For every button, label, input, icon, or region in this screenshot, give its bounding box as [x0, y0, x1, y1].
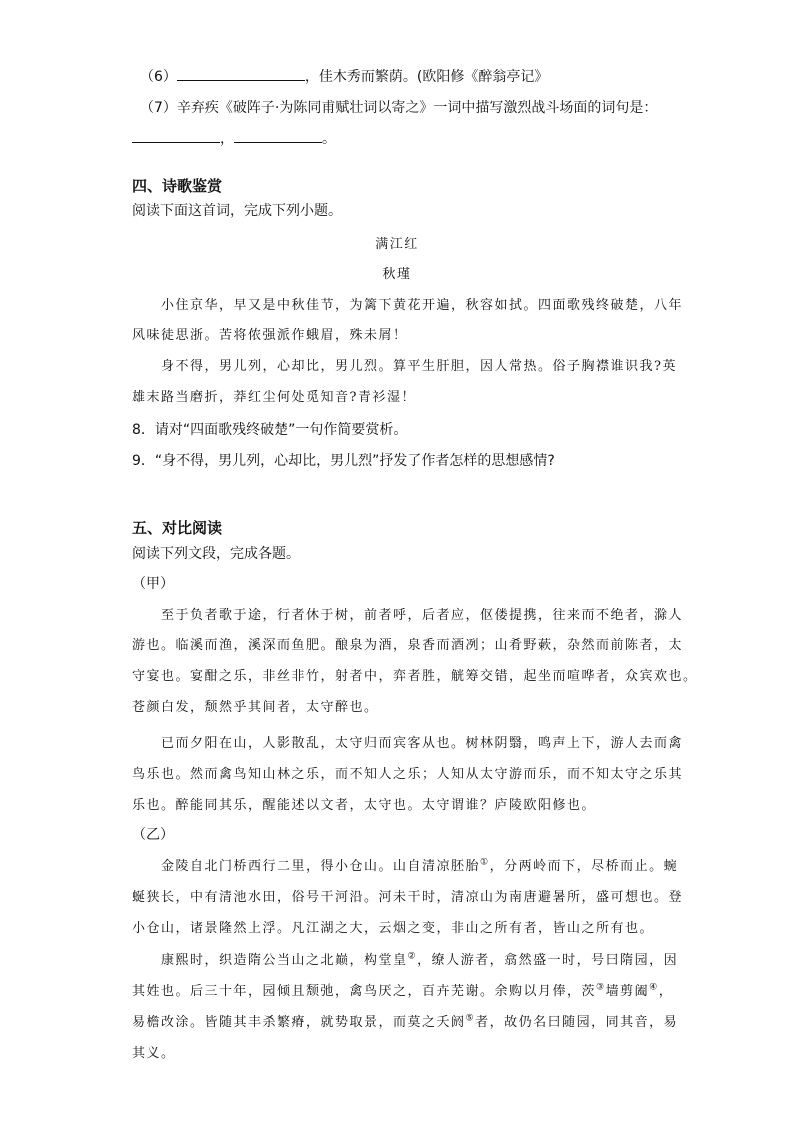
passage-jia-line: 乐也。醉能同其乐，醒能述以文者，太守也。太守谓谁？庐陵欧阳修也。	[132, 798, 597, 813]
footnote-mark: ①	[480, 857, 490, 868]
footnote-mark: ④	[649, 982, 659, 993]
passage-yi-text: 金陵自北门桥西行二里，得小仓山。山自清凉胚胎	[161, 859, 481, 874]
section-5-title: 五、对比阅读	[132, 519, 223, 537]
question-8: 8．请对“四面歌残终破楚”一句作简要赏析。	[132, 422, 408, 438]
passage-jia-label: （甲）	[132, 576, 174, 592]
passage-yi-text: ，缭人游者，翕然盛一时，号曰隋园，因	[417, 953, 679, 968]
passage-yi-text: 易檐改涂。皆随其丰杀繁瘠，就势取景，而莫之夭阏	[132, 1015, 466, 1030]
passage-yi-text: 者，故仍名曰随园，同其音，易	[475, 1015, 679, 1030]
passage-yi-line	[161, 857, 678, 877]
separator: ，	[220, 131, 234, 147]
question-7: （7）辛弃疾《破阵子·为陈同甫赋壮词以寄之》一词中描写激烈战斗场面的词句是：	[140, 100, 658, 116]
poem-line: 身不得，男儿列，心却比，男儿烈。算平生肝胆，因人常热。俗子胸襟谁识我?英	[161, 359, 677, 374]
question-7-answers	[132, 128, 336, 149]
footnote-mark: ②	[407, 951, 418, 962]
passage-yi-line: 蜒狭长，中有清池水田，俗号干河沿。河未干时，清凉山为南唐避暑所，盛可想也。登	[132, 890, 684, 905]
answer-blank[interactable]	[132, 128, 220, 143]
passage-yi-text: 其姓也。后三十年，园倾且颓弛，禽鸟厌之，百卉芜谢。余购以月俸，茨	[132, 984, 597, 999]
passage-jia-line: 鸟乐也。然而禽鸟知山林之乐，而不知人之乐；人知从太守游而乐，而不知太守之乐其	[132, 767, 684, 782]
poem-title: 满江红	[375, 237, 419, 252]
passage-jia-line: 已而夕阳在山，人影散乱，太守归而宾客从也。树林阴翳，鸣声上下，游人去而禽	[161, 736, 684, 751]
poem-line: 小住京华，早又是中秋佳节，为篱下黄花开遍，秋容如拭。四面歌残终破楚，八年	[161, 298, 684, 313]
poem-line: 雄末路当磨折，莽红尘何处觅知音?青衫湿！	[132, 390, 416, 405]
passage-yi-line	[161, 951, 678, 971]
passage-yi-line: 小仓山，诸景隆然上浮。凡江湖之大，云烟之变，非山之所有者，皆山之所有也。	[132, 921, 655, 936]
passage-jia-line: 守宴也。宴酣之乐，非丝非竹，射者中，弈者胜，觥筹交错，起坐而喧哗者，众宾欢也。	[132, 669, 698, 684]
answer-blank[interactable]	[234, 128, 322, 143]
question-6-number: （6）	[140, 69, 177, 85]
passage-yi-text: ，	[658, 984, 674, 999]
passage-yi-text: 康熙时，织造隋公当山之北巅，构堂皇	[161, 953, 408, 968]
footnote-mark: ⑤	[465, 1013, 476, 1024]
period: 。	[322, 131, 336, 147]
passage-yi-line	[132, 982, 673, 1002]
poem-author: 秋瑾	[382, 267, 412, 282]
section-4-title: 四、诗歌鉴赏	[132, 177, 223, 195]
passage-jia-line: 游也。临溪而渔，溪深而鱼肥。酿泉为酒，泉香而酒冽；山肴野蔌，杂然而前陈者，太	[132, 638, 684, 653]
section-5-instruction: 阅读下列文段，完成各题。	[132, 546, 300, 562]
passage-jia-line: 至于负者歌于途，行者休于树，前者呼，后者应，伛偻提携，往来而不绝者，滁人	[161, 608, 684, 623]
poem-line: 风味徒思浙。苦将侬强派作蛾眉，殊未屑！	[132, 328, 408, 343]
footnote-mark: ③	[596, 982, 606, 993]
passage-yi-label: （乙）	[132, 827, 174, 843]
passage-yi-text: ，分两岭而下，尽桥而止。蜿	[489, 859, 679, 874]
answer-blank[interactable]	[177, 66, 305, 81]
passage-jia-line: 苍颜白发，颓然乎其间者，太守醉也。	[132, 700, 379, 715]
section-4-instruction: 阅读下面这首词，完成下列小题。	[132, 203, 342, 219]
question-9: 9．“身不得，男儿列，心却比，男儿烈”抒发了作者怎样的思想感情?	[132, 453, 555, 469]
passage-yi-line	[132, 1013, 678, 1033]
question-6-text: ，佳木秀而繁荫。(欧阳修《醉翁亭记》	[304, 69, 549, 85]
question-6	[140, 66, 548, 87]
passage-yi-line: 其义。	[132, 1046, 176, 1061]
passage-yi-text: 墙剪阖	[605, 984, 650, 999]
